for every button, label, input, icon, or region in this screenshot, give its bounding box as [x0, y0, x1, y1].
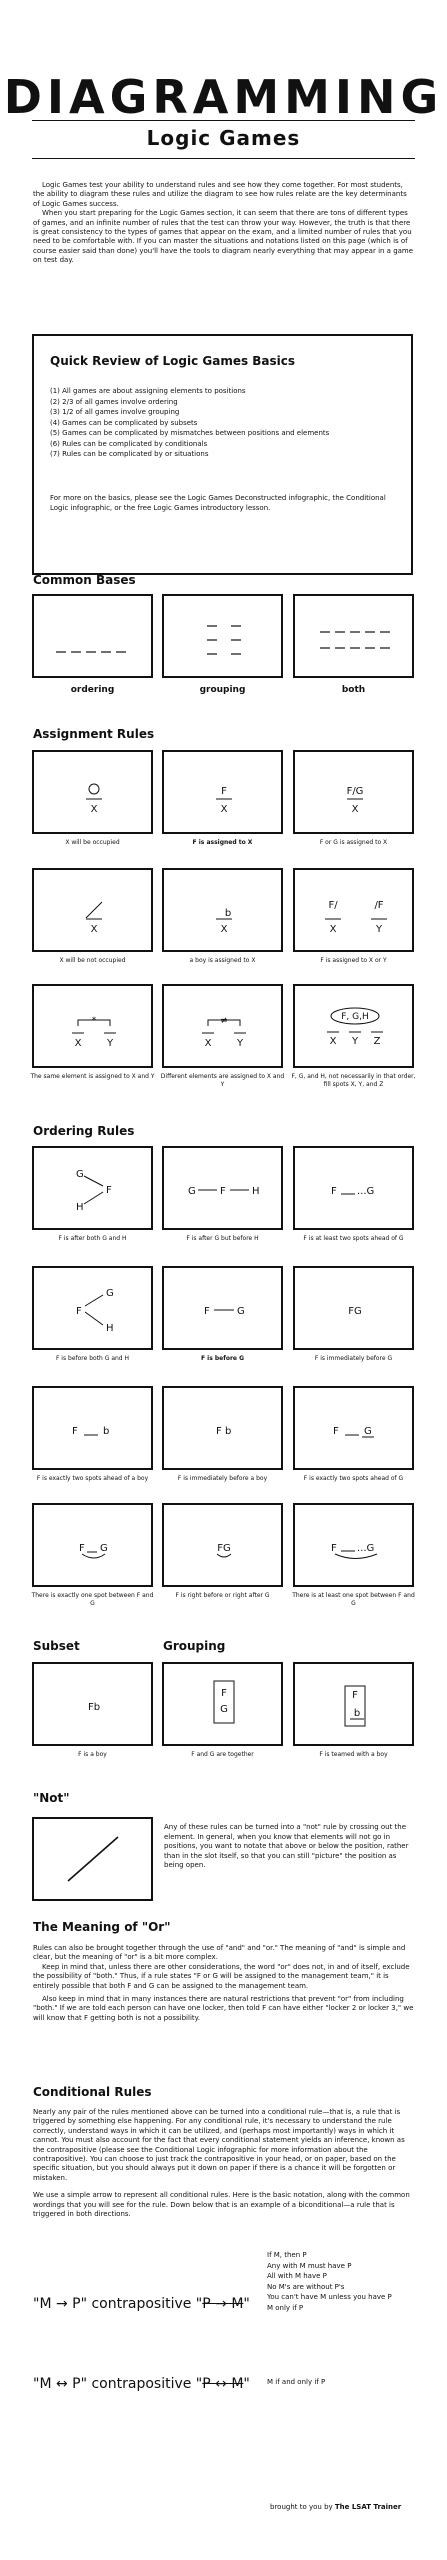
section-heading: Subset	[33, 1639, 80, 1653]
diagram-caption: F is immediately before G	[314, 1355, 393, 1362]
section-heading: Grouping	[163, 1639, 226, 1653]
element-label: FG	[217, 1543, 231, 1554]
slot-label: Z	[373, 1036, 381, 1047]
subset-diagram	[32, 1662, 153, 1746]
diagram-caption: F or G is assigned to X	[319, 839, 388, 846]
diagram-caption: F is after G but before H	[186, 1235, 259, 1242]
element-label: G	[106, 1288, 114, 1299]
footer-credit	[270, 2503, 401, 2511]
wordings-list	[267, 2250, 392, 2314]
ordering-diagram	[32, 594, 153, 678]
element-label: G	[220, 1704, 228, 1715]
divider	[32, 158, 415, 159]
assignment-diagram	[162, 868, 283, 952]
grouping-diagram	[293, 1662, 414, 1746]
element-label: F	[106, 1185, 112, 1196]
or-text	[33, 1944, 415, 2023]
both-diagram	[293, 594, 414, 678]
review-item: (4) Games can be complicated by subsets	[50, 418, 198, 427]
slot-label: X	[329, 924, 337, 935]
slot-label: Y	[351, 1036, 359, 1047]
review-item: (1) All games are about assigning elements to positions	[50, 387, 246, 395]
slot-label: X	[204, 1038, 212, 1049]
element-label: F	[204, 1306, 210, 1317]
element-label: H	[76, 1202, 84, 1213]
element-label: F	[221, 786, 227, 797]
or-paragraph: Rules can also be brought together through the use of "and" and "or." The meaning of "and" is simple and clear, but the meaning of "or" is a bit more complex.	[33, 1944, 406, 1962]
element-label: FG	[348, 1306, 362, 1317]
page-title: DIAGRAMMING	[3, 70, 444, 124]
assignment-diagram	[162, 984, 283, 1068]
diagram-caption: ordering	[70, 685, 115, 695]
diagram-caption: F is right before or right after G	[175, 1592, 270, 1599]
review-item: (2) 2/3 of all games involve ordering	[50, 397, 178, 406]
formula-text: "	[243, 2296, 250, 2312]
element-label: Fb	[87, 1702, 101, 1713]
element-label: F	[333, 1426, 339, 1437]
review-item: (5) Games can be complicated by mismatches between positions and elements	[50, 429, 330, 437]
slot-label: X	[90, 924, 98, 935]
element-label: H	[252, 1186, 260, 1197]
review-item: (6) Rules can be complicated by conditionals	[50, 439, 208, 448]
review-list	[50, 386, 329, 460]
diagram-caption: F is immediately before a boy	[177, 1475, 268, 1482]
diagram-caption: F is after both G and H	[58, 1235, 127, 1242]
element-label: F	[220, 1186, 226, 1197]
diagram-caption: There is at least one spot between F and G	[292, 1592, 415, 1607]
ordering-rule-diagram	[32, 1386, 153, 1470]
ordering-rule-diagram	[162, 1266, 283, 1350]
diagram-caption: F is exactly two spots ahead of G	[303, 1475, 404, 1482]
not-text: Any of these rules can be turned into a "not" rule by crossing out the element. In general, when you know that elements will not go in positions, you want to notate that above or below the position, rather than in the slot itself, so that you can still "picture" the position as being open.	[164, 1823, 409, 1870]
ordering-rule-diagram	[293, 1146, 414, 1230]
diagram-caption: The same element is assigned to X and Y	[30, 1073, 155, 1080]
element-label: F	[76, 1306, 82, 1317]
ordering-rule-diagram	[162, 1386, 283, 1470]
intro-paragraph-2: When you start preparing for the Logic Games section, it can seem that there are tons of different types of games, and an infinite number of rules that the test can throw your way. However, the truth is that there is great consistency to the types of games that appear on the exam, and a limited number of rules that you need to be comfortable with. If you can master the situations and notations listed on this page (which is of course easier said than done) you'll have the tools to diagram nearly everything that may appear in a game on test day.	[33, 209, 414, 265]
assignment-diagram	[293, 868, 414, 952]
or-paragraph: Keep in mind that, unless there are other considerations, the word "or" does not, in and of itself, exclude the possibility of "both." Thus, if a rule states "F or G will be assigned to the management team," it is entirely possible that both F and G can be assigned to the management team.	[33, 1962, 410, 1990]
footer-prefix: brought to you by	[270, 2503, 333, 2511]
element-label: F	[352, 1690, 358, 1701]
section-heading: The Meaning of "Or"	[33, 1920, 171, 1934]
conditional-paragraph: Nearly any pair of the rules mentioned above can be turned into a conditional rule—that is, a rule that is triggered by something else happening. For any conditional rule, it's necessary to understand the rule correctly, understand ways in which it can be utilized, and (perhaps most importantly) ways in which it cannot. You must also account for the fact that every conditional statement yields an inference, known as the contrapositive (please see the Conditional Logic infographic for more information about the contrapositive). You can choose to just track the contrapositive in your head, or on paper, based on the specific situation, but you should always put it down on paper if there is a chance it will be forgotten or mistaken.	[33, 2108, 405, 2182]
diagram-caption: F is before both G and H	[55, 1355, 130, 1362]
wording: M only if P	[267, 2303, 304, 2312]
slot-label: X	[220, 924, 228, 935]
review-item: (7) Rules can be complicated by or situations	[50, 450, 209, 458]
assignment-diagram	[293, 750, 414, 834]
element-label: F	[331, 1543, 337, 1554]
wording: Any with M must have P	[267, 2261, 352, 2270]
page-subtitle: Logic Games	[146, 126, 301, 150]
assignment-diagram	[32, 868, 153, 952]
ordering-rule-diagram	[162, 1146, 283, 1230]
wording: No M's are without P's	[267, 2282, 345, 2291]
slot-label: X	[351, 804, 359, 815]
or-paragraph: Also keep in mind that in many instances there are natural restrictions that prevent "or" from including "both." If we are told each person can have one locker, then told F can have either "locker 2 or locker 3," we will know that F getting both is not a possibility.	[33, 1995, 414, 2022]
element-label: F/G	[346, 786, 364, 797]
wording: If M, then P	[267, 2251, 307, 2259]
divider	[32, 120, 415, 121]
assignment-diagram	[162, 750, 283, 834]
intro-paragraph-1: Logic Games test your ability to understand rules and see how they come together. For most students, the ability to diagram these rules and utilize the diagram to see how rules relate are the key determinants of Logic Games success.	[33, 181, 407, 208]
element-label: F	[79, 1543, 85, 1554]
conditional-text	[33, 2108, 415, 2219]
review-title: Quick Review of Logic Games Basics	[50, 354, 296, 368]
element-label: F	[221, 1688, 227, 1699]
review-note: For more on the basics, please see the Logic Games Deconstructed infographic, the Conditional Logic infographic, or the free Logic Games introductory lesson.	[50, 494, 386, 512]
section-heading: Assignment Rules	[33, 727, 155, 741]
diagram-caption: F and G are together	[191, 1751, 254, 1758]
slot-label: X	[74, 1038, 82, 1049]
section-heading: Ordering Rules	[33, 1124, 135, 1138]
relation-symbol: ≠	[220, 1016, 228, 1026]
formula-text: "M → P" contrapositive "	[33, 2296, 203, 2312]
review-box	[32, 334, 413, 575]
diagram-caption: X will be occupied	[65, 839, 120, 846]
element-label: G	[364, 1426, 372, 1437]
section-heading: "Not"	[33, 1791, 70, 1805]
slot-label: Y	[106, 1038, 114, 1049]
element-label: F	[72, 1426, 78, 1437]
formula-text: "M ↔ P" contrapositive "	[33, 2376, 203, 2392]
diagram-caption: a boy is assigned to X	[189, 957, 256, 964]
wording: All with M have P	[267, 2272, 327, 2281]
diagram-caption: F, G, and H, not necessarily in that order, fill spots X, Y, and Z	[291, 1073, 416, 1088]
element-label: G	[76, 1169, 84, 1180]
element-label: F/	[328, 900, 338, 911]
intro-text	[33, 181, 415, 266]
diagram-caption: both	[341, 685, 366, 695]
diagram-caption: F is before G	[200, 1355, 245, 1362]
biconditional-formula	[33, 2376, 250, 2392]
wording: You can't have M unless you have P	[267, 2293, 392, 2302]
element-label: G	[237, 1306, 245, 1317]
assignment-diagram	[32, 984, 153, 1068]
ordering-rule-diagram	[293, 1266, 414, 1350]
conditional-formula	[33, 2296, 250, 2312]
slot-label: X	[90, 804, 98, 815]
element-label: /F	[374, 900, 384, 911]
diagram-caption: F is exactly two spots ahead of a boy	[36, 1475, 149, 1482]
wording: M if and only if P	[267, 2378, 326, 2386]
ordering-rule-diagram	[293, 1386, 414, 1470]
relation-symbol: *	[91, 1016, 97, 1026]
element-label: G	[100, 1543, 108, 1554]
element-label: H	[106, 1323, 114, 1334]
formula-text: "	[243, 2376, 250, 2392]
slot-label: X	[220, 804, 228, 815]
assignment-diagram	[32, 750, 153, 834]
element-label: G	[188, 1186, 196, 1197]
footer-brand: The LSAT Trainer	[334, 2503, 402, 2511]
element-label: b	[225, 1426, 232, 1437]
not-diagram	[32, 1817, 153, 1901]
review-item: (3) 1/2 of all games involve grouping	[50, 408, 180, 416]
slot-label: Y	[375, 924, 383, 935]
formula-negated: P → M	[202, 2296, 244, 2312]
element-group-label: F, G,H	[341, 1012, 369, 1022]
slot-label: Y	[236, 1038, 244, 1049]
grouping-diagram	[162, 1662, 283, 1746]
slot-label: X	[329, 1036, 337, 1047]
diagram-caption: F is assigned to X	[192, 839, 253, 846]
section-heading: Common Bases	[33, 573, 136, 587]
element-label: F	[331, 1186, 337, 1197]
element-label: F	[216, 1426, 222, 1437]
element-label: ...G	[357, 1543, 375, 1554]
diagram-caption: F is assigned to X or Y	[320, 957, 387, 964]
ordering-rule-diagram	[32, 1146, 153, 1230]
diagram-caption: X will be not occupied	[59, 957, 126, 964]
assignment-diagram	[293, 984, 414, 1068]
element-label: b	[103, 1426, 110, 1437]
section-heading: Conditional Rules	[33, 2085, 152, 2099]
diagram-caption: Different elements are assigned to X and Y	[160, 1073, 285, 1088]
diagram-caption: F is a boy	[78, 1751, 107, 1758]
diagram-caption: F is at least two spots ahead of G	[303, 1235, 404, 1242]
ordering-rule-diagram	[293, 1503, 414, 1587]
formula-negated: P ↔ M	[202, 2376, 244, 2392]
conditional-paragraph: We use a simple arrow to represent all conditional rules. Here is the basic notation, along with the common wordings that you will see for the rule. Down below that is an example of a biconditional—a rule that is triggered in both directions.	[33, 2191, 410, 2219]
element-label: b	[224, 908, 232, 919]
ordering-rule-diagram	[32, 1503, 153, 1587]
ordering-rule-diagram	[162, 1503, 283, 1587]
ordering-rule-diagram	[32, 1266, 153, 1350]
diagram-caption: There is exactly one spot between F and G	[31, 1592, 154, 1607]
diagram-caption: F is teamed with a boy	[319, 1751, 388, 1758]
element-label: ...G	[357, 1186, 375, 1197]
element-label: b	[353, 1708, 361, 1719]
grouping-diagram	[162, 594, 283, 678]
diagram-caption: grouping	[199, 685, 246, 695]
